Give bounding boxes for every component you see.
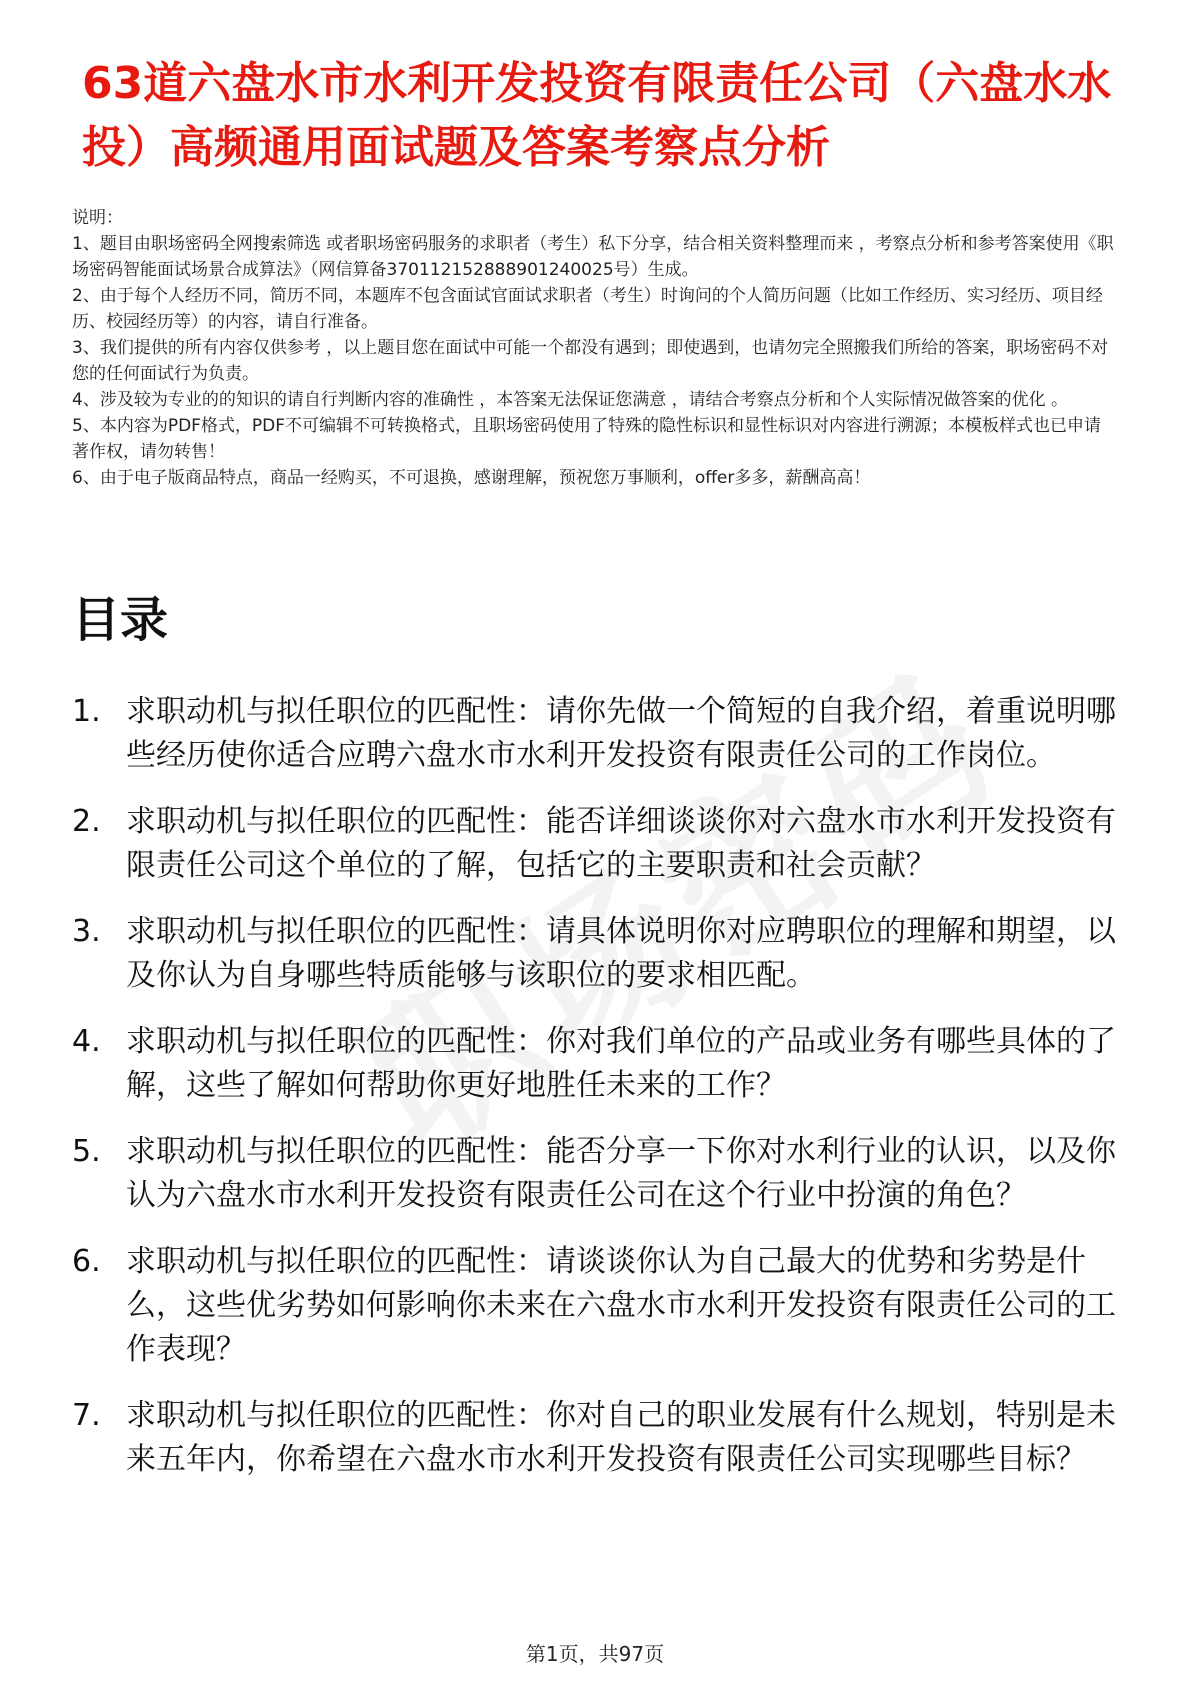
toc-item-text: 求职动机与拟任职位的匹配性：能否分享一下你对水利行业的认识，以及你认为六盘水市水利开发投资有限责任公司在这个行业中扮演的角色？ — [126, 1134, 1116, 1213]
note-item: 5、本内容为PDF格式，PDF不可编辑不可转换格式，且职场密码使用了特殊的隐性标识和显性标识对内容进行溯源；本模板样式也已申请著作权，请勿转售！ — [72, 416, 1102, 462]
toc-item[interactable] — [72, 1020, 1117, 1108]
page-footer: 第1页，共97页 — [525, 1642, 665, 1666]
notes-heading: 说明： — [72, 208, 123, 228]
toc-item[interactable] — [72, 1394, 1117, 1482]
toc-list — [72, 690, 1117, 1504]
note-item: 2、由于每个人经历不同，简历不同，本题库不包含面试官面试求职者（考生）时询问的个人简历问题（比如工作经历、实习经历、项目经历、校园经历等）的内容，请自行准备。 — [72, 286, 1103, 332]
toc-item-number: 2. — [72, 804, 101, 839]
note-item: 4、涉及较为专业的的知识的请自行判断内容的准确性 ，本答案无法保证您满意 ，请结合考察点分析和个人实际情况做答案的优化 。 — [72, 390, 1069, 410]
toc-item-number: 6. — [72, 1244, 101, 1279]
toc-item-number: 3. — [72, 914, 101, 949]
toc-item[interactable] — [72, 910, 1117, 998]
toc-item[interactable] — [72, 1240, 1117, 1372]
note-item: 6、由于电子版商品特点，商品一经购买，不可退换，感谢理解，预祝您万事顺利，offer多多，薪酬高高！ — [72, 468, 871, 488]
toc-heading: 目录 — [72, 592, 169, 648]
toc-item-text: 求职动机与拟任职位的匹配性：你对我们单位的产品或业务有哪些具体的了解，这些了解如何帮助你更好地胜任未来的工作？ — [126, 1024, 1116, 1103]
toc-item-number: 1. — [72, 694, 101, 729]
toc-item[interactable] — [72, 800, 1117, 888]
notes-section — [72, 205, 1117, 491]
note-item: 3、我们提供的所有内容仅供参考 ，以上题目您在面试中可能一个都没有遇到；即使遇到，也请勿完全照搬我们所给的答案，职场密码不对您的任何面试行为负责。 — [72, 338, 1109, 384]
toc-item-text: 求职动机与拟任职位的匹配性：请你先做一个简短的自我介绍，着重说明哪些经历使你适合应聘六盘水市水利开发投资有限责任公司的工作岗位。 — [126, 694, 1116, 773]
toc-item-text: 求职动机与拟任职位的匹配性：请谈谈你认为自己最大的优势和劣势是什么，这些优劣势如何影响你未来在六盘水市水利开发投资有限责任公司的工作表现？ — [126, 1244, 1116, 1367]
toc-item-text: 求职动机与拟任职位的匹配性：你对自己的职业发展有什么规划，特别是未来五年内，你希望在六盘水市水利开发投资有限责任公司实现哪些目标？ — [126, 1398, 1116, 1477]
toc-item[interactable] — [72, 690, 1117, 778]
toc-item-text: 求职动机与拟任职位的匹配性：能否详细谈谈你对六盘水市水利开发投资有限责任公司这个单位的了解，包括它的主要职责和社会贡献？ — [126, 804, 1116, 883]
toc-item-number: 5. — [72, 1134, 101, 1169]
toc-item-text: 求职动机与拟任职位的匹配性：请具体说明你对应聘职位的理解和期望，以及你认为自身哪些特质能够与该职位的要求相匹配。 — [126, 914, 1116, 993]
toc-item[interactable] — [72, 1130, 1117, 1218]
toc-item-number: 4. — [72, 1024, 101, 1059]
document-title: 63道六盘水市水利开发投资有限责任公司（六盘水水投）高频通用面试题及答案考察点分析 — [82, 58, 1112, 173]
note-item: 1、题目由职场密码全网搜索筛选 或者职场密码服务的求职者（考生）私下分享，结合相关资料整理而来 ，考察点分析和参考答案使用《职场密码智能面试场景合成算法》（网信算备370112152888901240025号）生成。 — [72, 234, 1114, 280]
toc-item-number: 7. — [72, 1398, 101, 1433]
